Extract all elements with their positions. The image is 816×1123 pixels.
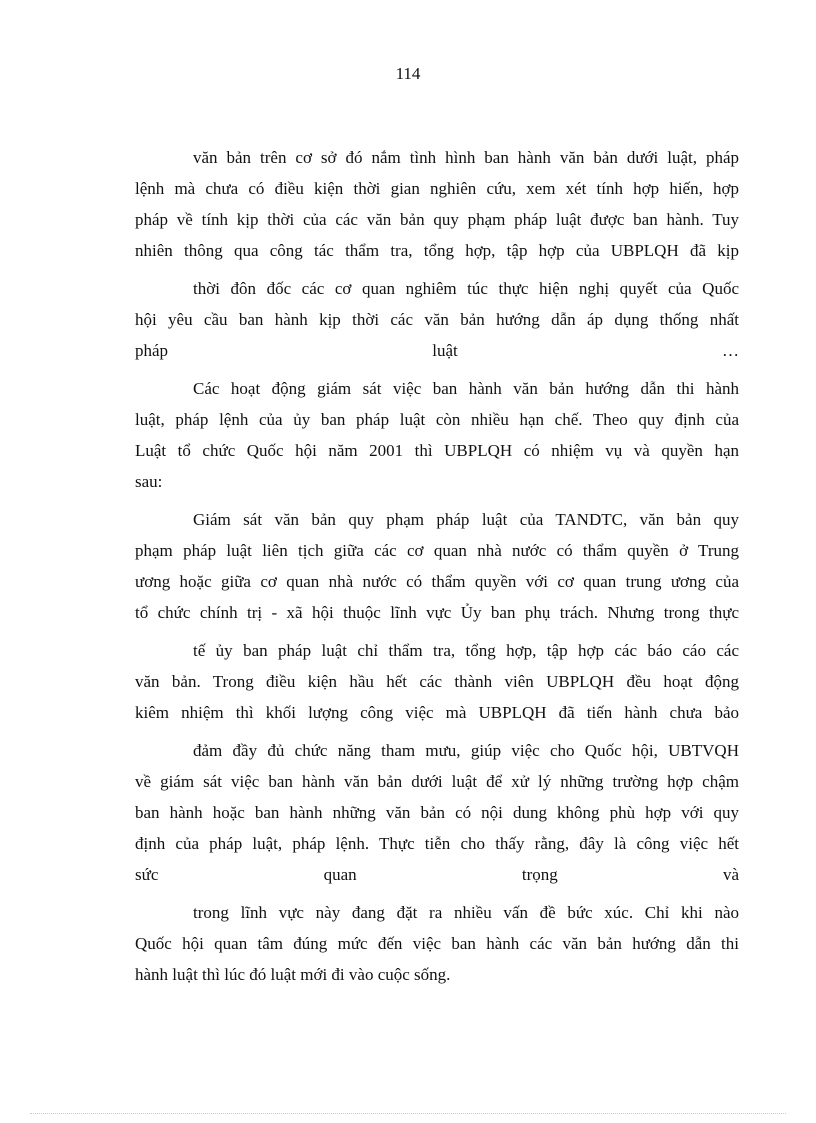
- text-line: Quốc hội quan tâm đúng mức đến việc ban hành các văn bản hướng dẫn thi: [135, 934, 739, 953]
- text-line: văn bản. Trong điều kiện hầu hết các thành viên UBPLQH đều hoạt động: [135, 672, 739, 691]
- text-line: đảm đầy đủ chức năng tham mưu, giúp việc cho Quốc hội, UBTVQH: [193, 741, 739, 760]
- document-body: [135, 142, 739, 997]
- text-line: văn bản trên cơ sở đó nắm tình hình ban hành văn bản dưới luật, pháp: [193, 148, 739, 167]
- text-line: phạm pháp luật liên tịch giữa các cơ quan nhà nước có thẩm quyền ở Trung: [135, 541, 739, 560]
- paragraph: [135, 504, 739, 628]
- text-line: luật, pháp lệnh của ủy ban pháp luật còn nhiều hạn chế. Theo quy định của: [135, 410, 739, 429]
- text-line: hành luật thì lúc đó luật mới đi vào cuộc sống.: [135, 965, 451, 984]
- paragraph: [135, 373, 739, 497]
- text-line: pháp luật …: [135, 341, 739, 360]
- paragraph: [135, 142, 739, 266]
- text-line: thời đôn đốc các cơ quan nghiêm túc thực hiện nghị quyết của Quốc: [193, 279, 739, 298]
- text-line: lệnh mà chưa có điều kiện thời gian nghiên cứu, xem xét tính hợp hiến, hợp: [135, 179, 739, 198]
- text-line: Giám sát văn bản quy phạm pháp luật của TANDTC, văn bản quy: [193, 510, 739, 529]
- page-number: 114: [395, 64, 421, 83]
- text-line: Luật tổ chức Quốc hội năm 2001 thì UBPLQH có nhiệm vụ và quyền hạn: [135, 441, 739, 460]
- paragraph: [135, 735, 739, 890]
- text-line: trong lĩnh vực này đang đặt ra nhiều vấn đề bức xúc. Chỉ khi nào: [193, 903, 739, 922]
- text-line: pháp về tính kịp thời của các văn bản quy phạm pháp luật được ban hành. Tuy: [135, 210, 739, 229]
- paragraph: [135, 635, 739, 728]
- text-line: định của pháp luật, pháp lệnh. Thực tiễn cho thấy rằng, đây là công việc hết: [135, 834, 739, 853]
- text-line: về giám sát việc ban hành văn bản dưới luật để xử lý những trường hợp chậm: [135, 772, 739, 791]
- text-line: sức quan trọng và: [135, 865, 739, 884]
- page-bottom-rule: [30, 1113, 786, 1114]
- text-line: Các hoạt động giám sát việc ban hành văn bản hướng dẫn thi hành: [193, 379, 739, 398]
- text-line: tổ chức chính trị - xã hội thuộc lĩnh vực Ủy ban phụ trách. Nhưng trong thực: [135, 603, 739, 622]
- text-line: sau:: [135, 472, 163, 491]
- text-line: ương hoặc giữa cơ quan nhà nước có thẩm quyền với cơ quan trung ương của: [135, 572, 739, 591]
- text-line: hội yêu cầu ban hành kịp thời các văn bản hướng dẫn áp dụng thống nhất: [135, 310, 739, 329]
- text-line: ban hành hoặc ban hành những văn bản có nội dung không phù hợp với quy: [135, 803, 739, 822]
- text-line: kiêm nhiệm thì khối lượng công việc mà UBPLQH đã tiến hành chưa bảo: [135, 703, 739, 722]
- paragraph: [135, 897, 739, 990]
- text-line: tế ủy ban pháp luật chỉ thẩm tra, tổng hợp, tập hợp các báo cáo các: [193, 641, 739, 660]
- paragraph: [135, 273, 739, 366]
- text-line: nhiên thông qua công tác thẩm tra, tổng hợp, tập hợp của UBPLQH đã kịp: [135, 241, 739, 260]
